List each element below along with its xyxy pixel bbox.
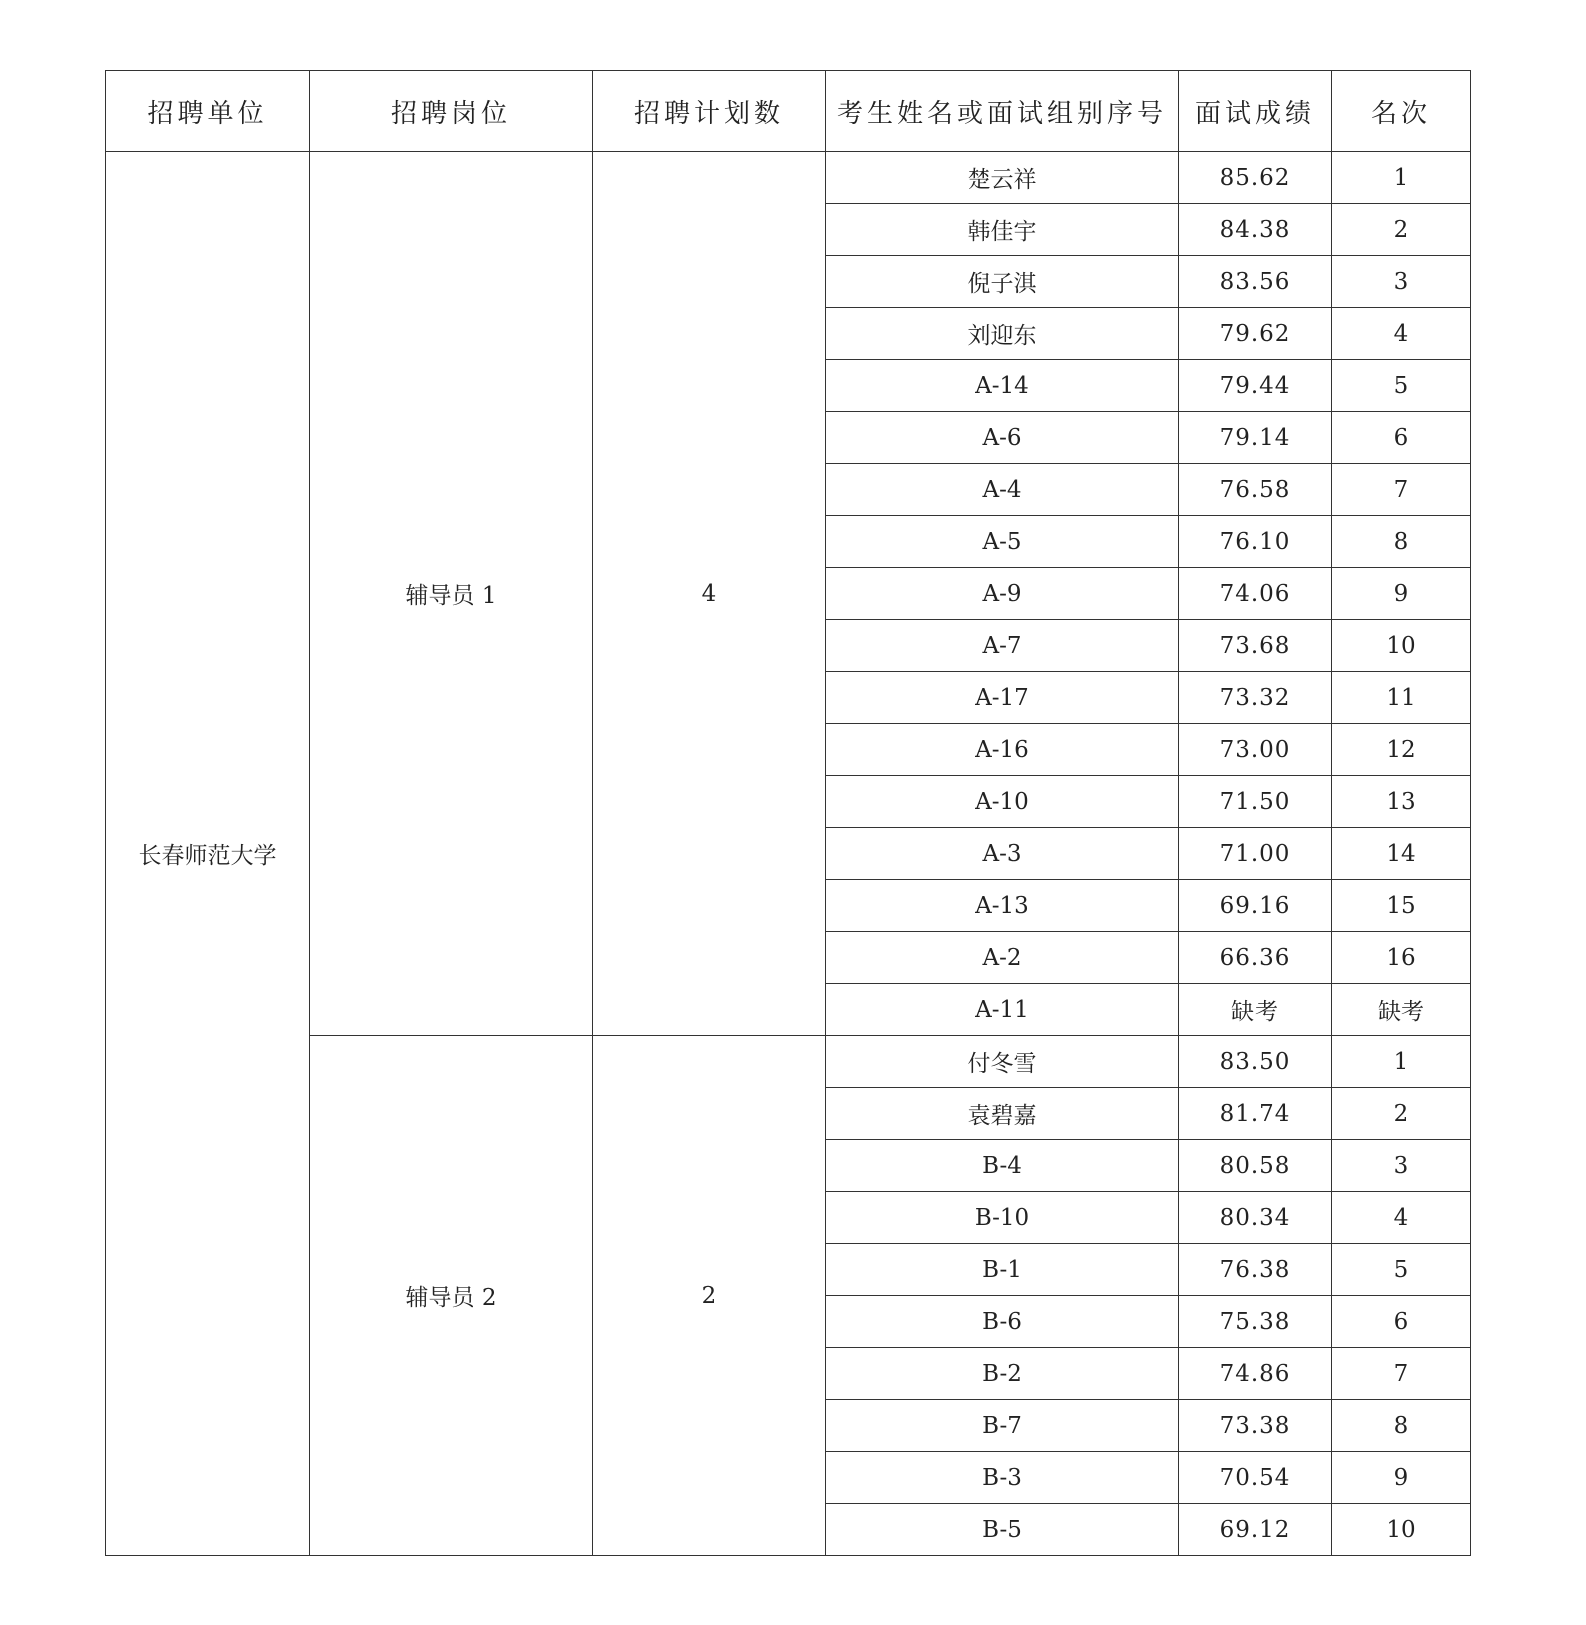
score-cell: 73.32 — [1179, 672, 1332, 724]
score-cell: 缺考 — [1179, 984, 1332, 1036]
score-cell: 73.38 — [1179, 1400, 1332, 1452]
rank-cell: 2 — [1332, 1088, 1471, 1140]
rank-cell: 2 — [1332, 204, 1471, 256]
candidate-cell: A-14 — [826, 360, 1179, 412]
rank-cell: 12 — [1332, 724, 1471, 776]
candidate-cell: A-2 — [826, 932, 1179, 984]
candidate-cell: 楚云祥 — [826, 152, 1179, 204]
rank-cell: 3 — [1332, 256, 1471, 308]
table-row — [106, 1036, 1471, 1088]
score-cell: 70.54 — [1179, 1452, 1332, 1504]
candidate-cell: A-9 — [826, 568, 1179, 620]
score-cell: 84.38 — [1179, 204, 1332, 256]
candidate-cell: B-2 — [826, 1348, 1179, 1400]
candidate-cell: A-13 — [826, 880, 1179, 932]
rank-cell: 9 — [1332, 568, 1471, 620]
score-cell: 80.34 — [1179, 1192, 1332, 1244]
rank-cell: 7 — [1332, 464, 1471, 516]
candidate-cell: B-4 — [826, 1140, 1179, 1192]
score-cell: 85.62 — [1179, 152, 1332, 204]
candidate-cell: A-3 — [826, 828, 1179, 880]
position-cell: 辅导员 2 — [310, 1036, 593, 1556]
results-body — [106, 152, 1471, 1556]
rank-cell: 16 — [1332, 932, 1471, 984]
header-row — [106, 71, 1471, 152]
score-cell: 80.58 — [1179, 1140, 1332, 1192]
score-cell: 74.06 — [1179, 568, 1332, 620]
results-table — [105, 70, 1471, 1556]
plan-count-cell: 2 — [593, 1036, 826, 1556]
rank-cell: 7 — [1332, 1348, 1471, 1400]
rank-cell: 1 — [1332, 1036, 1471, 1088]
candidate-cell: B-10 — [826, 1192, 1179, 1244]
header-position: 招聘岗位 — [310, 71, 593, 152]
candidate-cell: A-4 — [826, 464, 1179, 516]
rank-cell: 8 — [1332, 516, 1471, 568]
candidate-cell: B-1 — [826, 1244, 1179, 1296]
score-cell: 81.74 — [1179, 1088, 1332, 1140]
score-cell: 73.00 — [1179, 724, 1332, 776]
score-cell: 73.68 — [1179, 620, 1332, 672]
table-row — [106, 152, 1471, 204]
score-cell: 66.36 — [1179, 932, 1332, 984]
rank-cell: 9 — [1332, 1452, 1471, 1504]
score-cell: 76.38 — [1179, 1244, 1332, 1296]
position-cell: 辅导员 1 — [310, 152, 593, 1036]
rank-cell: 10 — [1332, 1504, 1471, 1556]
rank-cell: 14 — [1332, 828, 1471, 880]
score-cell: 69.16 — [1179, 880, 1332, 932]
rank-cell: 1 — [1332, 152, 1471, 204]
header-score: 面试成绩 — [1179, 71, 1332, 152]
rank-cell: 6 — [1332, 1296, 1471, 1348]
rank-cell: 15 — [1332, 880, 1471, 932]
rank-cell: 11 — [1332, 672, 1471, 724]
rank-cell: 3 — [1332, 1140, 1471, 1192]
candidate-cell: 付冬雪 — [826, 1036, 1179, 1088]
candidate-cell: 倪子淇 — [826, 256, 1179, 308]
rank-cell: 4 — [1332, 308, 1471, 360]
score-cell: 71.00 — [1179, 828, 1332, 880]
score-cell: 79.14 — [1179, 412, 1332, 464]
score-cell: 69.12 — [1179, 1504, 1332, 1556]
candidate-cell: A-16 — [826, 724, 1179, 776]
rank-cell: 5 — [1332, 360, 1471, 412]
candidate-cell: A-7 — [826, 620, 1179, 672]
candidate-cell: B-5 — [826, 1504, 1179, 1556]
candidate-cell: 韩佳宇 — [826, 204, 1179, 256]
score-cell: 75.38 — [1179, 1296, 1332, 1348]
candidate-cell: B-7 — [826, 1400, 1179, 1452]
score-cell: 71.50 — [1179, 776, 1332, 828]
candidate-cell: 刘迎东 — [826, 308, 1179, 360]
score-cell: 76.10 — [1179, 516, 1332, 568]
rank-cell: 13 — [1332, 776, 1471, 828]
score-cell: 79.44 — [1179, 360, 1332, 412]
candidate-cell: B-3 — [826, 1452, 1179, 1504]
candidate-cell: A-17 — [826, 672, 1179, 724]
candidate-cell: 袁碧嘉 — [826, 1088, 1179, 1140]
candidate-cell: A-6 — [826, 412, 1179, 464]
candidate-cell: A-11 — [826, 984, 1179, 1036]
score-cell: 79.62 — [1179, 308, 1332, 360]
header-unit: 招聘单位 — [106, 71, 310, 152]
header-rank: 名次 — [1332, 71, 1471, 152]
rank-cell: 缺考 — [1332, 984, 1471, 1036]
candidate-cell: B-6 — [826, 1296, 1179, 1348]
rank-cell: 5 — [1332, 1244, 1471, 1296]
score-cell: 74.86 — [1179, 1348, 1332, 1400]
candidate-cell: A-5 — [826, 516, 1179, 568]
score-cell: 83.50 — [1179, 1036, 1332, 1088]
rank-cell: 10 — [1332, 620, 1471, 672]
score-cell: 76.58 — [1179, 464, 1332, 516]
header-plan-count: 招聘计划数 — [593, 71, 826, 152]
candidate-cell: A-10 — [826, 776, 1179, 828]
unit-cell: 长春师范大学 — [106, 152, 310, 1556]
rank-cell: 8 — [1332, 1400, 1471, 1452]
plan-count-cell: 4 — [593, 152, 826, 1036]
rank-cell: 6 — [1332, 412, 1471, 464]
header-candidate: 考生姓名或面试组别序号 — [826, 71, 1179, 152]
rank-cell: 4 — [1332, 1192, 1471, 1244]
score-cell: 83.56 — [1179, 256, 1332, 308]
